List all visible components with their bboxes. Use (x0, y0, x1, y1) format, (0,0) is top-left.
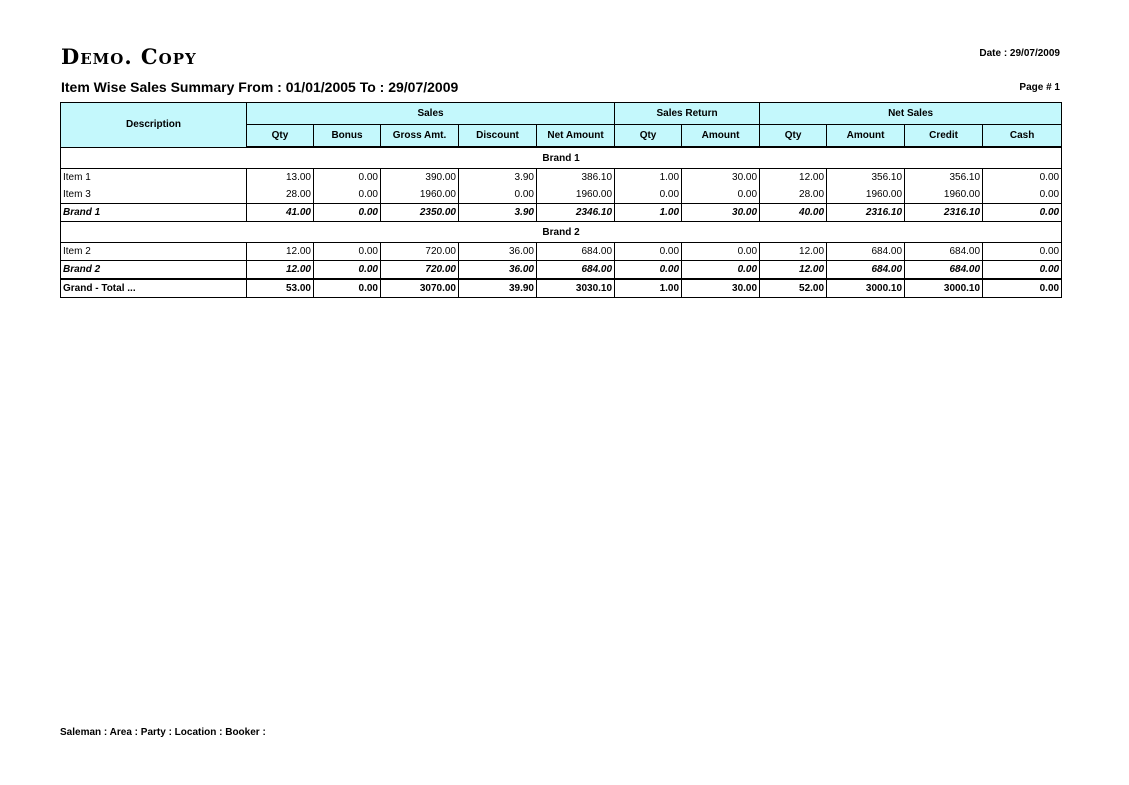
cell-return-qty: 1.00 (615, 169, 682, 187)
subtotal-description: Brand 1 (61, 204, 247, 222)
cell-net-amount: 3000.10 (827, 279, 905, 298)
item-description: Item 1 (61, 169, 247, 187)
cell-return-amount: 0.00 (682, 186, 760, 204)
header-return-amount: Amount (682, 125, 760, 148)
cell-sales-bonus: 0.00 (314, 279, 381, 298)
table-row (61, 186, 1062, 204)
cell-net-cash: 0.00 (983, 204, 1062, 222)
cell-sales-bonus: 0.00 (314, 204, 381, 222)
header-sales-qty: Qty (247, 125, 314, 148)
cell-return-qty: 1.00 (615, 204, 682, 222)
cell-sales-qty: 28.00 (247, 186, 314, 204)
cell-net-credit: 356.10 (905, 169, 983, 187)
item-description: Item 2 (61, 243, 247, 261)
cell-return-amount: 30.00 (682, 204, 760, 222)
cell-return-amount: 30.00 (682, 279, 760, 298)
cell-net-qty: 52.00 (760, 279, 827, 298)
cell-net-amount: 2316.10 (827, 204, 905, 222)
header-sales-gross-amt: Gross Amt. (381, 125, 459, 148)
cell-sales-bonus: 0.00 (314, 169, 381, 187)
cell-sales-gross-amt: 390.00 (381, 169, 459, 187)
cell-sales-discount: 36.00 (459, 243, 537, 261)
header-net-credit: Credit (905, 125, 983, 148)
cell-net-cash: 0.00 (983, 261, 1062, 280)
cell-sales-qty: 41.00 (247, 204, 314, 222)
cell-net-amount: 684.00 (827, 261, 905, 280)
brand-subtotal-row (61, 261, 1062, 280)
cell-sales-net-amount: 1960.00 (537, 186, 615, 204)
cell-sales-bonus: 0.00 (314, 243, 381, 261)
item-description: Item 3 (61, 186, 247, 204)
cell-net-amount: 356.10 (827, 169, 905, 187)
brand-group-header (61, 147, 1062, 169)
cell-sales-gross-amt: 2350.00 (381, 204, 459, 222)
cell-net-cash: 0.00 (983, 279, 1062, 298)
header-description: Description (61, 103, 247, 148)
header-return-qty: Qty (615, 125, 682, 148)
header-group-net-sales: Net Sales (760, 103, 1062, 125)
cell-sales-net-amount: 386.10 (537, 169, 615, 187)
cell-net-amount: 1960.00 (827, 186, 905, 204)
cell-sales-discount: 3.90 (459, 204, 537, 222)
report-date: Date : 29/07/2009 (979, 48, 1060, 59)
cell-net-qty: 40.00 (760, 204, 827, 222)
demo-copy-label: Demo. Copy (61, 44, 197, 69)
header-net-qty: Qty (760, 125, 827, 148)
cell-net-credit: 684.00 (905, 261, 983, 280)
cell-sales-bonus: 0.00 (314, 261, 381, 280)
table-row (61, 243, 1062, 261)
cell-return-amount: 0.00 (682, 261, 760, 280)
cell-sales-discount: 3.90 (459, 169, 537, 187)
cell-net-qty: 12.00 (760, 261, 827, 280)
cell-net-credit: 1960.00 (905, 186, 983, 204)
cell-sales-discount: 36.00 (459, 261, 537, 280)
cell-net-qty: 12.00 (760, 243, 827, 261)
cell-return-qty: 0.00 (615, 261, 682, 280)
grand-total-description: Grand - Total ... (61, 279, 247, 298)
header-group-sales-return: Sales Return (615, 103, 760, 125)
cell-sales-qty: 12.00 (247, 261, 314, 280)
cell-return-amount: 30.00 (682, 169, 760, 187)
cell-net-cash: 0.00 (983, 243, 1062, 261)
brand-subtotal-row (61, 204, 1062, 222)
cell-net-credit: 2316.10 (905, 204, 983, 222)
cell-sales-gross-amt: 720.00 (381, 243, 459, 261)
sales-summary-table (60, 102, 1062, 298)
cell-sales-gross-amt: 720.00 (381, 261, 459, 280)
header-net-cash: Cash (983, 125, 1062, 148)
cell-net-credit: 684.00 (905, 243, 983, 261)
subtotal-description: Brand 2 (61, 261, 247, 280)
header-net-amount: Amount (827, 125, 905, 148)
report-title: Item Wise Sales Summary From : 01/01/2005 To : 29/07/2009 (61, 79, 459, 95)
cell-net-qty: 12.00 (760, 169, 827, 187)
brand-name: Brand 2 (61, 222, 1062, 243)
report-filter-footer: Saleman : Area : Party : Location : Booker : (60, 727, 266, 738)
cell-sales-qty: 53.00 (247, 279, 314, 298)
page-number: Page # 1 (1019, 82, 1060, 93)
cell-return-qty: 0.00 (615, 243, 682, 261)
cell-net-cash: 0.00 (983, 186, 1062, 204)
header-sales-discount: Discount (459, 125, 537, 148)
cell-sales-discount: 39.90 (459, 279, 537, 298)
cell-sales-gross-amt: 1960.00 (381, 186, 459, 204)
header-group-sales: Sales (247, 103, 615, 125)
cell-sales-net-amount: 2346.10 (537, 204, 615, 222)
cell-sales-bonus: 0.00 (314, 186, 381, 204)
cell-sales-qty: 13.00 (247, 169, 314, 187)
cell-sales-discount: 0.00 (459, 186, 537, 204)
table-row (61, 169, 1062, 187)
grand-total-row (61, 279, 1062, 298)
brand-group-header (61, 222, 1062, 243)
cell-net-qty: 28.00 (760, 186, 827, 204)
cell-sales-gross-amt: 3070.00 (381, 279, 459, 298)
cell-return-qty: 0.00 (615, 186, 682, 204)
cell-sales-net-amount: 3030.10 (537, 279, 615, 298)
cell-net-amount: 684.00 (827, 243, 905, 261)
header-sales-bonus: Bonus (314, 125, 381, 148)
header-sales-net-amount: Net Amount (537, 125, 615, 148)
cell-sales-net-amount: 684.00 (537, 243, 615, 261)
cell-net-cash: 0.00 (983, 169, 1062, 187)
cell-sales-qty: 12.00 (247, 243, 314, 261)
cell-net-credit: 3000.10 (905, 279, 983, 298)
cell-sales-net-amount: 684.00 (537, 261, 615, 280)
cell-return-qty: 1.00 (615, 279, 682, 298)
cell-return-amount: 0.00 (682, 243, 760, 261)
brand-name: Brand 1 (61, 147, 1062, 169)
